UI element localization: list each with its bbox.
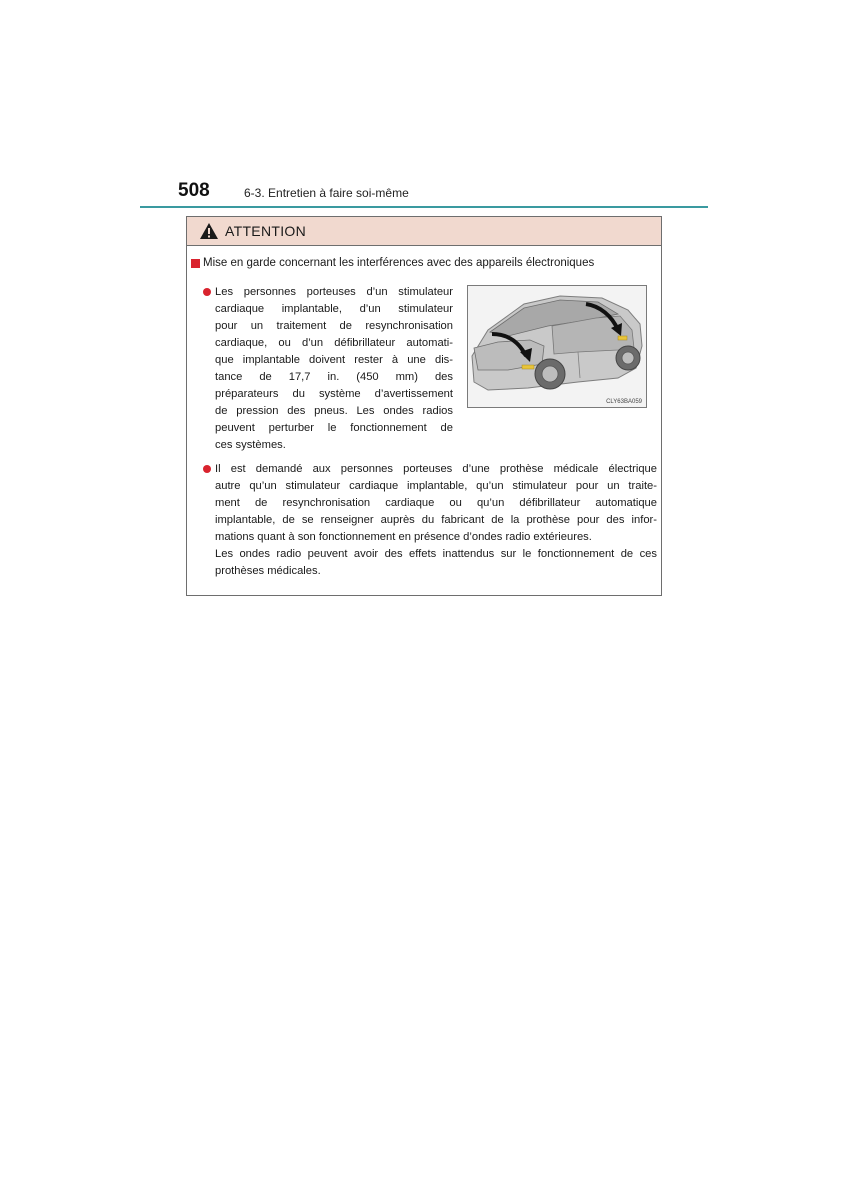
- page-number: 508: [178, 180, 210, 201]
- item-line: mations quant à son fonctionnement en présence d’ondes radio extérieures.: [215, 531, 592, 543]
- list-item: [215, 461, 657, 580]
- item-line: implantable, de se renseigner auprès du fabricant de la prothèse pour des infor-: [215, 514, 657, 526]
- item-line: de pression des pneus. Les ondes radios: [215, 405, 453, 417]
- list-item: [215, 284, 453, 454]
- item-line: ment de resynchronisation cardiaque ou qu’un défibrillateur automatique: [215, 497, 657, 509]
- item-line: tance de 17,7 in. (450 mm) des: [215, 371, 453, 383]
- warning-triangle-icon: [199, 222, 219, 240]
- page-header: [140, 178, 708, 208]
- car-illustration: [467, 285, 647, 408]
- section-title: 6-3. Entretien à faire soi-même: [244, 186, 409, 200]
- item-line: Les personnes porteuses d’un stimulateur: [215, 286, 453, 298]
- attention-label: ATTENTION: [225, 223, 306, 239]
- item-line: Les ondes radio peuvent avoir des effets inattendus sur le fonctionnement de ces: [215, 548, 657, 560]
- square-bullet-icon: [191, 259, 200, 268]
- item-line: autre qu’un stimulateur cardiaque implantable, qu’un stimulateur pour un traite-: [215, 480, 657, 492]
- item-line: cardiaque implantable, d’un stimulateur: [215, 303, 453, 315]
- item-line: Il est demandé aux personnes porteuses d’une prothèse médicale électrique: [215, 463, 657, 475]
- item-line: ces systèmes.: [215, 439, 286, 451]
- item-line: pour un traitement de resynchronisation: [215, 320, 453, 332]
- subheading: [191, 257, 594, 269]
- figure-code: CLY63BA059: [606, 399, 642, 405]
- item-line: peuvent perturber le fonctionnement de: [215, 422, 453, 434]
- attention-header: [187, 217, 661, 246]
- bullet-dot-icon: [203, 288, 211, 296]
- item-line: que implantable doivent rester à une dis-: [215, 354, 453, 366]
- car-illustration-drawing: [468, 286, 646, 407]
- header-rule: [140, 206, 708, 208]
- item-line: cardiaque, ou d’un défibrillateur automati-: [215, 337, 453, 349]
- item-line: prothèses médicales.: [215, 565, 321, 577]
- attention-box: [186, 216, 662, 596]
- item-line: préparateurs du système d’avertissement: [215, 388, 453, 400]
- subheading-text: Mise en garde concernant les interférences avec des appareils électroniques: [203, 257, 595, 269]
- bullet-dot-icon: [203, 465, 211, 473]
